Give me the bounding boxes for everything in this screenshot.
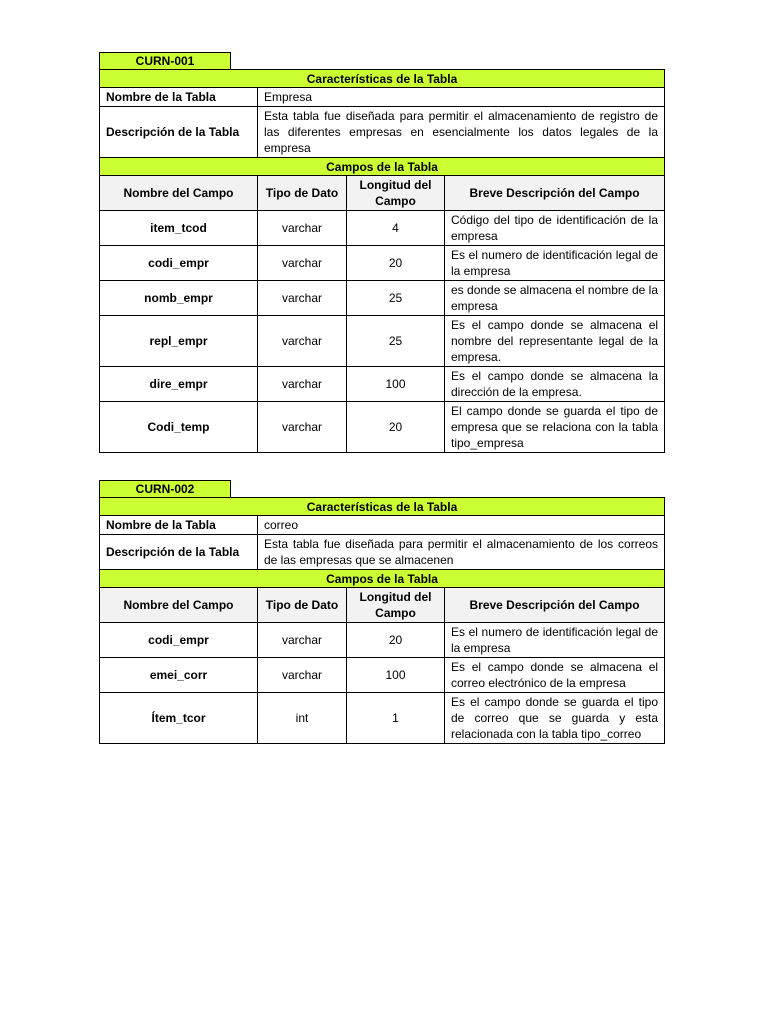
description-value: Esta tabla fue diseñada para permitir el almacenamiento de registro de las diferentes empresas en esencialmente los datos legales de la empresa <box>258 107 665 158</box>
section-characteristics: Características de la Tabla <box>100 70 665 88</box>
field-length: 25 <box>347 281 445 316</box>
field-type: int <box>258 693 347 744</box>
field-length: 4 <box>347 211 445 246</box>
table-row <box>100 246 665 281</box>
field-length: 20 <box>347 402 445 453</box>
table-spec-curn-001 <box>99 52 664 453</box>
field-type: varchar <box>258 211 347 246</box>
description-value: Esta tabla fue diseñada para permitir el almacenamiento de los correos de las empresas que se almacenen <box>258 535 665 570</box>
header-data-type: Tipo de Dato <box>258 588 347 623</box>
field-description: es donde se almacena el nombre de la empresa <box>445 281 665 316</box>
table-row <box>100 402 665 453</box>
section-fields: Campos de la Tabla <box>100 570 665 588</box>
spec-table <box>99 497 665 744</box>
header-description: Breve Descripción del Campo <box>445 588 665 623</box>
field-length: 20 <box>347 623 445 658</box>
name-value: Empresa <box>258 88 665 107</box>
table-row <box>100 693 665 744</box>
header-description: Breve Descripción del Campo <box>445 176 665 211</box>
field-type: varchar <box>258 367 347 402</box>
field-description: El campo donde se guarda el tipo de empresa que se relaciona con la tabla tipo_empresa <box>445 402 665 453</box>
description-label: Descripción de la Tabla <box>100 535 258 570</box>
field-name: repl_empr <box>100 316 258 367</box>
table-row <box>100 658 665 693</box>
table-code: CURN-002 <box>99 480 231 497</box>
header-field-name: Nombre del Campo <box>100 176 258 211</box>
header-length: Longitud del Campo <box>347 176 445 211</box>
field-type: varchar <box>258 623 347 658</box>
field-name: nomb_empr <box>100 281 258 316</box>
header-field-name: Nombre del Campo <box>100 588 258 623</box>
field-description: Código del tipo de identificación de la empresa <box>445 211 665 246</box>
field-type: varchar <box>258 281 347 316</box>
field-type: varchar <box>258 316 347 367</box>
field-name: item_tcod <box>100 211 258 246</box>
field-length: 100 <box>347 367 445 402</box>
field-description: Es el campo donde se guarda el tipo de correo que se guarda y esta relacionada con la tabla tipo_correo <box>445 693 665 744</box>
field-type: varchar <box>258 402 347 453</box>
section-fields: Campos de la Tabla <box>100 158 665 176</box>
field-description: Es el numero de identificación legal de la empresa <box>445 246 665 281</box>
field-name: Codi_temp <box>100 402 258 453</box>
description-label: Descripción de la Tabla <box>100 107 258 158</box>
field-name: Ítem_tcor <box>100 693 258 744</box>
header-data-type: Tipo de Dato <box>258 176 347 211</box>
table-row <box>100 281 665 316</box>
section-characteristics: Características de la Tabla <box>100 498 665 516</box>
spec-table <box>99 69 665 453</box>
name-label: Nombre de la Tabla <box>100 88 258 107</box>
field-description: Es el campo donde se almacena la dirección de la empresa. <box>445 367 665 402</box>
field-type: varchar <box>258 246 347 281</box>
table-row <box>100 367 665 402</box>
name-value: correo <box>258 516 665 535</box>
table-code: CURN-001 <box>99 52 231 69</box>
table-row <box>100 623 665 658</box>
field-length: 100 <box>347 658 445 693</box>
table-row <box>100 211 665 246</box>
table-spec-curn-002 <box>99 480 664 744</box>
field-length: 1 <box>347 693 445 744</box>
field-name: codi_empr <box>100 623 258 658</box>
field-name: emei_corr <box>100 658 258 693</box>
field-description: Es el campo donde se almacena el correo electrónico de la empresa <box>445 658 665 693</box>
field-length: 20 <box>347 246 445 281</box>
field-description: Es el numero de identificación legal de la empresa <box>445 623 665 658</box>
field-name: dire_empr <box>100 367 258 402</box>
header-length: Longitud del Campo <box>347 588 445 623</box>
table-row <box>100 316 665 367</box>
field-description: Es el campo donde se almacena el nombre del representante legal de la empresa. <box>445 316 665 367</box>
field-type: varchar <box>258 658 347 693</box>
field-name: codi_empr <box>100 246 258 281</box>
field-length: 25 <box>347 316 445 367</box>
name-label: Nombre de la Tabla <box>100 516 258 535</box>
